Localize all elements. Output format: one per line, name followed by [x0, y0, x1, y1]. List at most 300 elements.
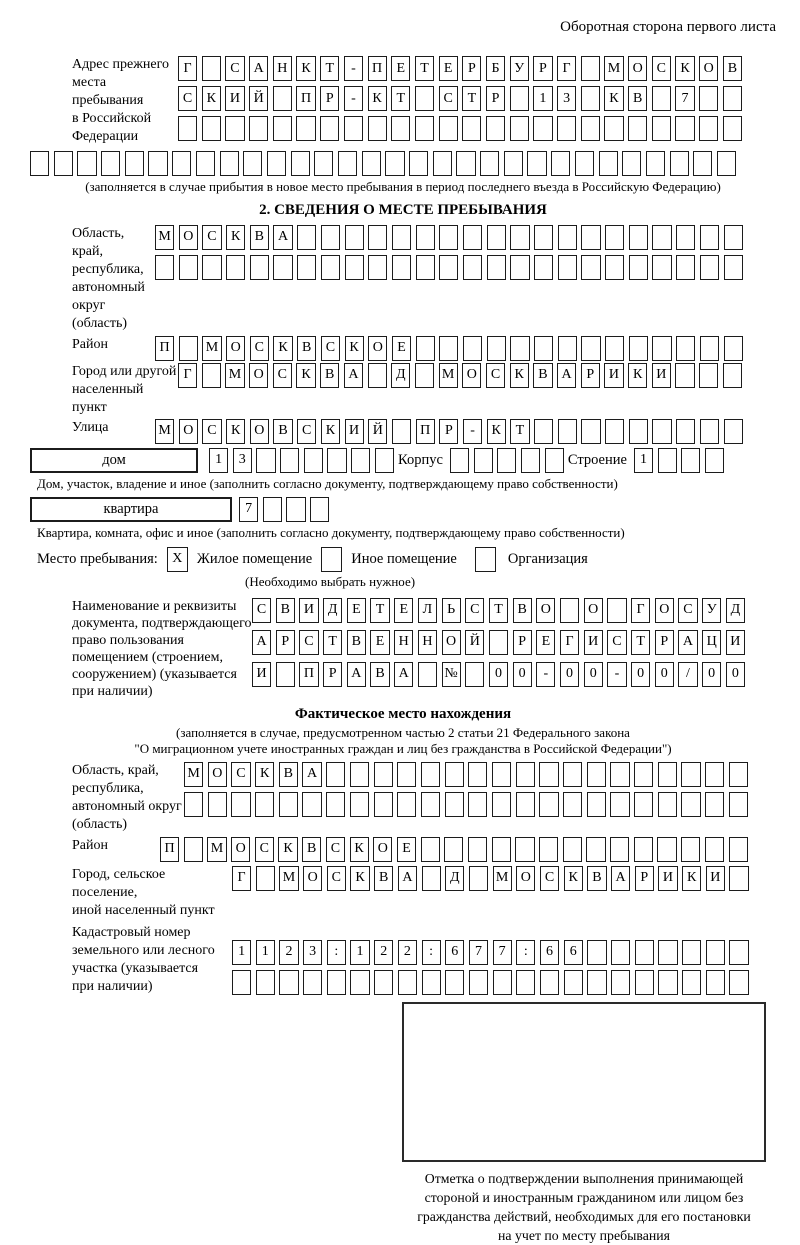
char-cell[interactable]: Т — [391, 86, 410, 111]
char-cell[interactable] — [320, 116, 339, 141]
char-cell[interactable] — [581, 56, 600, 81]
char-cell[interactable]: 0 — [513, 662, 532, 687]
char-cell[interactable] — [560, 598, 579, 623]
char-cell[interactable]: Й — [465, 630, 484, 655]
char-cell[interactable] — [256, 448, 275, 473]
char-cell[interactable]: К — [255, 762, 274, 787]
char-cell[interactable]: К — [368, 86, 387, 111]
char-cell[interactable] — [510, 255, 529, 280]
char-cell[interactable] — [385, 151, 404, 176]
char-cell[interactable]: Д — [391, 363, 410, 388]
char-cell[interactable] — [439, 225, 458, 250]
char-cell[interactable] — [304, 448, 323, 473]
char-cell[interactable] — [468, 762, 487, 787]
char-cell[interactable]: Т — [320, 56, 339, 81]
char-cell[interactable] — [604, 116, 623, 141]
char-cell[interactable]: М — [207, 837, 226, 862]
char-cell[interactable]: К — [350, 866, 369, 891]
char-cell[interactable]: 0 — [584, 662, 603, 687]
char-cell[interactable]: Р — [462, 56, 481, 81]
char-cell[interactable]: С — [678, 598, 697, 623]
char-cell[interactable] — [416, 336, 435, 361]
char-cell[interactable] — [729, 866, 748, 891]
char-cell[interactable]: 1 — [533, 86, 552, 111]
char-cell[interactable]: В — [250, 225, 269, 250]
char-cell[interactable]: А — [557, 363, 576, 388]
char-cell[interactable]: О — [226, 336, 245, 361]
char-cell[interactable]: К — [682, 866, 701, 891]
char-cell[interactable]: С — [231, 762, 250, 787]
char-cell[interactable] — [706, 970, 725, 995]
region-row-2[interactable] — [155, 255, 743, 280]
char-cell[interactable] — [629, 255, 648, 280]
korpus-cells[interactable] — [450, 448, 564, 473]
char-cell[interactable]: А — [249, 56, 268, 81]
char-cell[interactable]: Б — [486, 56, 505, 81]
char-cell[interactable]: Н — [394, 630, 413, 655]
char-cell[interactable] — [729, 792, 748, 817]
char-cell[interactable]: К — [564, 866, 583, 891]
char-cell[interactable]: А — [252, 630, 271, 655]
organization-checkbox[interactable] — [475, 547, 496, 572]
char-cell[interactable]: А — [394, 662, 413, 687]
char-cell[interactable]: С — [252, 598, 271, 623]
char-cell[interactable] — [670, 151, 689, 176]
char-cell[interactable] — [611, 940, 630, 965]
char-cell[interactable] — [515, 837, 534, 862]
char-cell[interactable]: - — [536, 662, 555, 687]
char-cell[interactable] — [243, 151, 262, 176]
actual-district-row[interactable] — [160, 837, 748, 862]
char-cell[interactable]: Р — [581, 363, 600, 388]
char-cell[interactable]: О — [516, 866, 535, 891]
char-cell[interactable]: П — [299, 662, 318, 687]
char-cell[interactable]: Р — [323, 662, 342, 687]
char-cell[interactable] — [629, 336, 648, 361]
char-cell[interactable]: 0 — [560, 662, 579, 687]
char-cell[interactable] — [717, 151, 736, 176]
char-cell[interactable]: Е — [397, 837, 416, 862]
char-cell[interactable] — [462, 116, 481, 141]
char-cell[interactable] — [681, 762, 700, 787]
char-cell[interactable] — [474, 448, 493, 473]
char-cell[interactable] — [456, 151, 475, 176]
char-cell[interactable] — [724, 336, 743, 361]
char-cell[interactable] — [533, 116, 552, 141]
char-cell[interactable] — [327, 448, 346, 473]
char-cell[interactable]: Т — [370, 598, 389, 623]
char-cell[interactable] — [250, 255, 269, 280]
char-cell[interactable]: В — [320, 363, 339, 388]
char-cell[interactable] — [350, 762, 369, 787]
char-cell[interactable]: 7 — [469, 940, 488, 965]
char-cell[interactable]: - — [463, 419, 482, 444]
char-cell[interactable]: О — [231, 837, 250, 862]
char-cell[interactable] — [605, 255, 624, 280]
char-cell[interactable] — [516, 970, 535, 995]
char-cell[interactable] — [179, 336, 198, 361]
char-cell[interactable]: 7 — [675, 86, 694, 111]
char-cell[interactable]: М — [155, 225, 174, 250]
char-cell[interactable] — [291, 151, 310, 176]
char-cell[interactable]: Р — [439, 419, 458, 444]
char-cell[interactable] — [450, 448, 469, 473]
char-cell[interactable]: И — [604, 363, 623, 388]
char-cell[interactable]: А — [344, 363, 363, 388]
prev-address-row-4[interactable] — [30, 151, 776, 176]
char-cell[interactable] — [273, 255, 292, 280]
char-cell[interactable] — [179, 255, 198, 280]
char-cell[interactable] — [629, 419, 648, 444]
char-cell[interactable] — [421, 792, 440, 817]
char-cell[interactable]: М — [155, 419, 174, 444]
char-cell[interactable]: 0 — [631, 662, 650, 687]
char-cell[interactable] — [558, 419, 577, 444]
char-cell[interactable] — [681, 837, 700, 862]
char-cell[interactable] — [418, 662, 437, 687]
char-cell[interactable]: Р — [513, 630, 532, 655]
char-cell[interactable] — [539, 762, 558, 787]
char-cell[interactable] — [700, 225, 719, 250]
char-cell[interactable] — [345, 225, 364, 250]
char-cell[interactable] — [155, 255, 174, 280]
char-cell[interactable] — [184, 792, 203, 817]
char-cell[interactable] — [362, 151, 381, 176]
char-cell[interactable] — [286, 497, 305, 522]
char-cell[interactable] — [587, 970, 606, 995]
cadastre-row-1[interactable] — [232, 940, 749, 965]
char-cell[interactable]: К — [510, 363, 529, 388]
char-cell[interactable]: Л — [418, 598, 437, 623]
char-cell[interactable]: К — [226, 225, 245, 250]
char-cell[interactable]: 1 — [634, 448, 653, 473]
char-cell[interactable]: М — [279, 866, 298, 891]
char-cell[interactable] — [510, 116, 529, 141]
char-cell[interactable] — [374, 762, 393, 787]
char-cell[interactable] — [534, 225, 553, 250]
char-cell[interactable] — [422, 970, 441, 995]
char-cell[interactable] — [492, 837, 511, 862]
char-cell[interactable] — [30, 151, 49, 176]
char-cell[interactable] — [375, 448, 394, 473]
char-cell[interactable] — [646, 151, 665, 176]
char-cell[interactable]: С — [202, 419, 221, 444]
char-cell[interactable] — [345, 255, 364, 280]
char-cell[interactable] — [634, 762, 653, 787]
char-cell[interactable] — [510, 86, 529, 111]
char-cell[interactable] — [581, 255, 600, 280]
char-cell[interactable]: С — [250, 336, 269, 361]
char-cell[interactable]: М — [225, 363, 244, 388]
char-cell[interactable] — [445, 970, 464, 995]
char-cell[interactable] — [682, 970, 701, 995]
char-cell[interactable]: В — [723, 56, 742, 81]
char-cell[interactable] — [657, 837, 676, 862]
char-cell[interactable] — [658, 762, 677, 787]
char-cell[interactable] — [416, 225, 435, 250]
char-cell[interactable]: : — [516, 940, 535, 965]
char-cell[interactable] — [321, 255, 340, 280]
char-cell[interactable] — [700, 255, 719, 280]
char-cell[interactable]: К — [628, 363, 647, 388]
char-cell[interactable]: 2 — [398, 940, 417, 965]
char-cell[interactable]: С — [327, 866, 346, 891]
char-cell[interactable]: Т — [510, 419, 529, 444]
char-cell[interactable] — [422, 866, 441, 891]
char-cell[interactable] — [587, 940, 606, 965]
char-cell[interactable] — [676, 255, 695, 280]
char-cell[interactable] — [172, 151, 191, 176]
char-cell[interactable] — [397, 792, 416, 817]
char-cell[interactable]: О — [208, 762, 227, 787]
char-cell[interactable]: К — [487, 419, 506, 444]
char-cell[interactable]: 0 — [489, 662, 508, 687]
char-cell[interactable] — [368, 255, 387, 280]
char-cell[interactable] — [439, 116, 458, 141]
char-cell[interactable] — [610, 762, 629, 787]
char-cell[interactable] — [676, 225, 695, 250]
char-cell[interactable] — [273, 86, 292, 111]
char-cell[interactable] — [675, 363, 694, 388]
char-cell[interactable] — [480, 151, 499, 176]
char-cell[interactable]: А — [273, 225, 292, 250]
char-cell[interactable]: С — [486, 363, 505, 388]
char-cell[interactable] — [232, 970, 251, 995]
char-cell[interactable] — [658, 970, 677, 995]
char-cell[interactable]: К — [675, 56, 694, 81]
char-cell[interactable] — [54, 151, 73, 176]
char-cell[interactable]: И — [706, 866, 725, 891]
char-cell[interactable]: В — [374, 866, 393, 891]
char-cell[interactable]: Т — [323, 630, 342, 655]
char-cell[interactable]: С — [321, 336, 340, 361]
char-cell[interactable]: Р — [635, 866, 654, 891]
char-cell[interactable]: О — [303, 866, 322, 891]
char-cell[interactable] — [202, 363, 221, 388]
char-cell[interactable] — [433, 151, 452, 176]
char-cell[interactable] — [705, 762, 724, 787]
char-cell[interactable]: В — [628, 86, 647, 111]
char-cell[interactable] — [463, 225, 482, 250]
char-cell[interactable]: 7 — [239, 497, 258, 522]
char-cell[interactable] — [445, 792, 464, 817]
char-cell[interactable]: Г — [557, 56, 576, 81]
char-cell[interactable] — [101, 151, 120, 176]
char-cell[interactable] — [368, 225, 387, 250]
char-cell[interactable] — [699, 86, 718, 111]
char-cell[interactable] — [545, 448, 564, 473]
char-cell[interactable] — [699, 363, 718, 388]
char-cell[interactable] — [439, 336, 458, 361]
char-cell[interactable] — [368, 363, 387, 388]
prev-address-row-2[interactable] — [178, 86, 742, 111]
char-cell[interactable]: В — [533, 363, 552, 388]
actual-region-row-2[interactable] — [184, 792, 748, 817]
char-cell[interactable]: М — [202, 336, 221, 361]
char-cell[interactable]: Д — [323, 598, 342, 623]
char-cell[interactable] — [226, 255, 245, 280]
char-cell[interactable]: Т — [415, 56, 434, 81]
char-cell[interactable]: П — [155, 336, 174, 361]
char-cell[interactable]: 1 — [232, 940, 251, 965]
char-cell[interactable] — [658, 448, 677, 473]
char-cell[interactable]: 3 — [233, 448, 252, 473]
char-cell[interactable] — [468, 837, 487, 862]
street-row[interactable] — [155, 419, 743, 444]
char-cell[interactable]: О — [536, 598, 555, 623]
char-cell[interactable]: О — [250, 419, 269, 444]
char-cell[interactable] — [575, 151, 594, 176]
char-cell[interactable] — [610, 837, 629, 862]
char-cell[interactable] — [296, 116, 315, 141]
char-cell[interactable] — [465, 662, 484, 687]
char-cell[interactable]: С — [297, 419, 316, 444]
char-cell[interactable] — [444, 837, 463, 862]
char-cell[interactable]: С — [465, 598, 484, 623]
char-cell[interactable] — [196, 151, 215, 176]
char-cell[interactable]: С — [540, 866, 559, 891]
char-cell[interactable] — [202, 116, 221, 141]
char-cell[interactable]: Р — [486, 86, 505, 111]
char-cell[interactable]: А — [611, 866, 630, 891]
char-cell[interactable] — [587, 762, 606, 787]
char-cell[interactable]: И — [652, 363, 671, 388]
char-cell[interactable]: М — [493, 866, 512, 891]
char-cell[interactable]: : — [327, 940, 346, 965]
prev-address-row-1[interactable] — [178, 56, 742, 81]
char-cell[interactable] — [368, 116, 387, 141]
char-cell[interactable]: 1 — [209, 448, 228, 473]
char-cell[interactable] — [487, 255, 506, 280]
char-cell[interactable]: В — [279, 762, 298, 787]
char-cell[interactable] — [421, 762, 440, 787]
char-cell[interactable]: К — [278, 837, 297, 862]
char-cell[interactable]: - — [344, 56, 363, 81]
char-cell[interactable] — [489, 630, 508, 655]
document-row-2[interactable] — [252, 630, 745, 655]
char-cell[interactable] — [629, 225, 648, 250]
char-cell[interactable]: Й — [368, 419, 387, 444]
char-cell[interactable]: В — [370, 662, 389, 687]
prev-address-row-3[interactable] — [178, 116, 742, 141]
char-cell[interactable] — [463, 336, 482, 361]
char-cell[interactable] — [273, 116, 292, 141]
char-cell[interactable]: С — [178, 86, 197, 111]
char-cell[interactable] — [326, 762, 345, 787]
char-cell[interactable] — [77, 151, 96, 176]
char-cell[interactable] — [276, 662, 295, 687]
char-cell[interactable]: А — [398, 866, 417, 891]
char-cell[interactable] — [256, 866, 275, 891]
char-cell[interactable] — [557, 116, 576, 141]
char-cell[interactable]: К — [296, 56, 315, 81]
char-cell[interactable] — [527, 151, 546, 176]
char-cell[interactable]: С — [273, 363, 292, 388]
char-cell[interactable]: И — [726, 630, 745, 655]
char-cell[interactable] — [421, 837, 440, 862]
char-cell[interactable]: Й — [249, 86, 268, 111]
char-cell[interactable] — [125, 151, 144, 176]
document-row-3[interactable] — [252, 662, 745, 687]
char-cell[interactable] — [581, 336, 600, 361]
char-cell[interactable] — [249, 116, 268, 141]
char-cell[interactable] — [586, 837, 605, 862]
char-cell[interactable] — [611, 970, 630, 995]
char-cell[interactable] — [551, 151, 570, 176]
char-cell[interactable] — [729, 837, 748, 862]
char-cell[interactable]: Т — [489, 598, 508, 623]
char-cell[interactable] — [463, 255, 482, 280]
char-cell[interactable]: К — [273, 336, 292, 361]
char-cell[interactable] — [510, 336, 529, 361]
char-cell[interactable]: Е — [536, 630, 555, 655]
char-cell[interactable] — [676, 336, 695, 361]
char-cell[interactable] — [327, 970, 346, 995]
char-cell[interactable]: К — [350, 837, 369, 862]
char-cell[interactable]: О — [179, 225, 198, 250]
document-row-1[interactable] — [252, 598, 745, 623]
char-cell[interactable]: А — [678, 630, 697, 655]
char-cell[interactable]: Д — [445, 866, 464, 891]
char-cell[interactable]: У — [510, 56, 529, 81]
char-cell[interactable] — [700, 419, 719, 444]
char-cell[interactable]: В — [513, 598, 532, 623]
char-cell[interactable] — [700, 336, 719, 361]
char-cell[interactable] — [705, 837, 724, 862]
char-cell[interactable] — [581, 86, 600, 111]
char-cell[interactable]: М — [439, 363, 458, 388]
char-cell[interactable]: Д — [726, 598, 745, 623]
char-cell[interactable] — [605, 225, 624, 250]
char-cell[interactable] — [469, 866, 488, 891]
char-cell[interactable] — [350, 970, 369, 995]
char-cell[interactable] — [208, 792, 227, 817]
char-cell[interactable]: С — [326, 837, 345, 862]
char-cell[interactable] — [504, 151, 523, 176]
char-cell[interactable] — [605, 336, 624, 361]
char-cell[interactable] — [634, 837, 653, 862]
char-cell[interactable]: 3 — [557, 86, 576, 111]
char-cell[interactable] — [729, 970, 748, 995]
char-cell[interactable] — [652, 86, 671, 111]
char-cell[interactable]: Р — [655, 630, 674, 655]
char-cell[interactable]: К — [202, 86, 221, 111]
char-cell[interactable] — [723, 86, 742, 111]
char-cell[interactable]: Г — [232, 866, 251, 891]
char-cell[interactable] — [558, 225, 577, 250]
char-cell[interactable]: О — [462, 363, 481, 388]
char-cell[interactable]: С — [439, 86, 458, 111]
char-cell[interactable] — [539, 837, 558, 862]
char-cell[interactable] — [516, 792, 535, 817]
char-cell[interactable]: П — [160, 837, 179, 862]
other-premises-checkbox[interactable] — [321, 547, 342, 572]
char-cell[interactable]: В — [587, 866, 606, 891]
char-cell[interactable] — [338, 151, 357, 176]
char-cell[interactable]: 7 — [493, 940, 512, 965]
char-cell[interactable]: Т — [462, 86, 481, 111]
char-cell[interactable]: Е — [370, 630, 389, 655]
char-cell[interactable]: Р — [320, 86, 339, 111]
char-cell[interactable] — [581, 225, 600, 250]
char-cell[interactable] — [220, 151, 239, 176]
char-cell[interactable] — [231, 792, 250, 817]
char-cell[interactable]: 6 — [564, 940, 583, 965]
char-cell[interactable] — [445, 762, 464, 787]
char-cell[interactable] — [699, 116, 718, 141]
char-cell[interactable]: Е — [392, 336, 411, 361]
char-cell[interactable] — [202, 255, 221, 280]
